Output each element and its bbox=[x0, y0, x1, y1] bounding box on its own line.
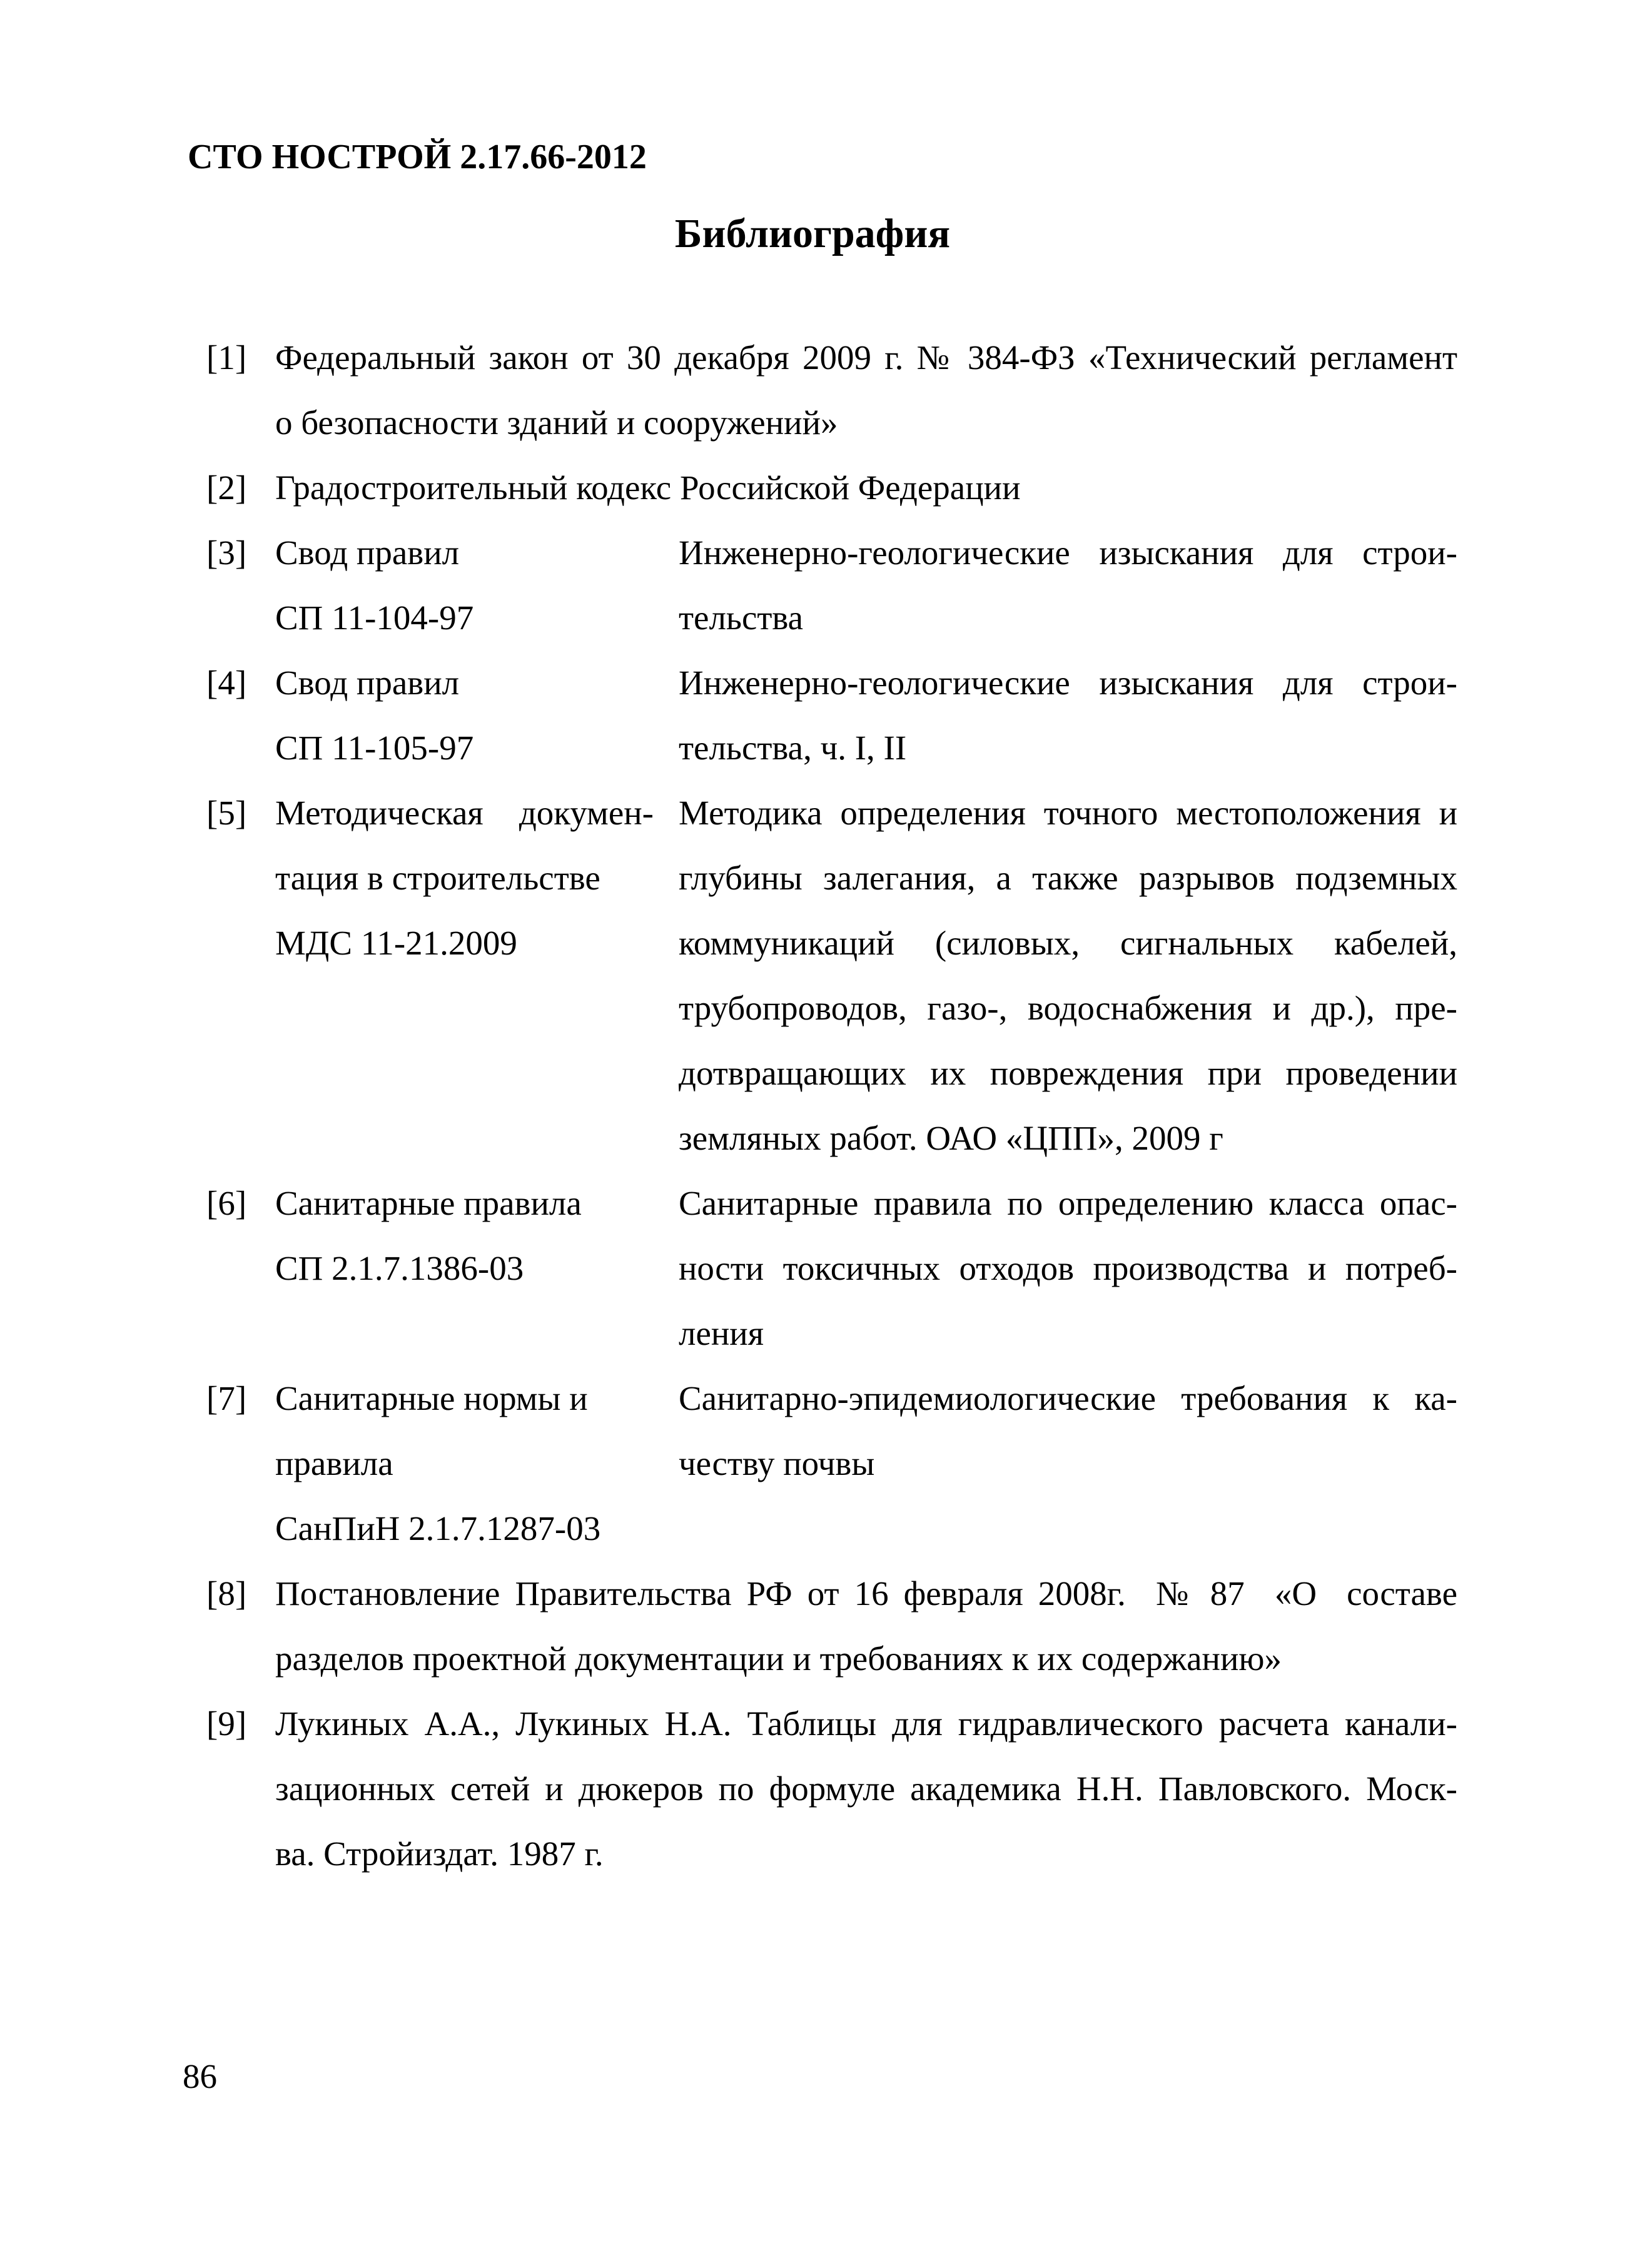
bib-item-text bbox=[275, 1561, 1457, 1691]
bib-line: зационных сетей и дюкеров по формуле академика Н.Н. Павловского. Моск- bbox=[275, 1769, 1457, 1808]
bib-ref: [7] bbox=[206, 1379, 247, 1417]
bib-line: Методическая докумен- bbox=[275, 794, 654, 832]
bib-line: Инженерно-геологические изыскания для строи- bbox=[679, 664, 1457, 702]
bib-item-4 bbox=[206, 651, 1457, 781]
bib-line: Свод правил bbox=[275, 534, 460, 572]
bib-line: дотвращающих их повреждения при проведении bbox=[679, 1054, 1457, 1092]
bib-item-5 bbox=[206, 781, 1457, 1171]
bib-line: разделов проектной документации и требованиях к их содержанию» bbox=[275, 1639, 1282, 1678]
bib-item-description bbox=[679, 781, 1457, 1171]
bib-ref: [8] bbox=[206, 1574, 247, 1612]
bib-line: Федеральный закон от 30 декабря 2009 г. № 384-ФЗ «Технический регламент bbox=[275, 338, 1457, 377]
bib-line: СанПиН 2.1.7.1287-03 bbox=[275, 1509, 601, 1547]
bib-item-6 bbox=[206, 1171, 1457, 1366]
bibliography-list bbox=[206, 325, 1457, 1886]
bib-line: МДС 11-21.2009 bbox=[275, 924, 517, 962]
bib-line: СП 11-105-97 bbox=[275, 729, 474, 767]
bib-item-9 bbox=[206, 1691, 1457, 1886]
bib-line: СП 11-104-97 bbox=[275, 599, 474, 637]
bib-item-description bbox=[679, 651, 1457, 781]
bib-item-designation bbox=[275, 781, 654, 1171]
bib-item-designation bbox=[275, 651, 654, 781]
page-number: 86 bbox=[183, 2057, 217, 2095]
bib-line: тация в строительстве bbox=[275, 859, 600, 897]
bib-ref: [4] bbox=[206, 664, 247, 702]
bib-line: правила bbox=[275, 1444, 393, 1482]
bib-ref: [9] bbox=[206, 1704, 247, 1743]
bib-item-3 bbox=[206, 520, 1457, 651]
bib-ref: [2] bbox=[206, 468, 247, 507]
bib-ref: [1] bbox=[206, 338, 247, 377]
bib-ref: [3] bbox=[206, 534, 247, 572]
bib-line: Санитарные правила по определению класса опас- bbox=[679, 1184, 1457, 1222]
bib-item-1 bbox=[206, 325, 1457, 455]
bib-line: ности токсичных отходов производства и потреб- bbox=[679, 1249, 1457, 1287]
bib-line: глубины залегания, а также разрывов подземных bbox=[679, 859, 1457, 897]
bib-item-description bbox=[679, 520, 1457, 651]
page-title: Библиография bbox=[674, 211, 951, 256]
bib-item-text bbox=[275, 325, 1457, 455]
bib-line: СП 2.1.7.1386-03 bbox=[275, 1249, 524, 1287]
bib-line: земляных работ. ОАО «ЦПП», 2009 г bbox=[679, 1119, 1223, 1157]
bib-line: коммуникаций (силовых, сигнальных кабелей, bbox=[679, 924, 1457, 962]
bib-line: Инженерно-геологические изыскания для строи- bbox=[679, 534, 1457, 572]
bib-line: ления bbox=[679, 1314, 764, 1352]
bib-line: честву почвы bbox=[679, 1444, 875, 1482]
bib-line: Санитарные правила bbox=[275, 1184, 582, 1222]
bib-item-7 bbox=[206, 1366, 1457, 1561]
bib-item-2 bbox=[206, 455, 1457, 520]
bib-ref: [6] bbox=[206, 1184, 247, 1222]
bib-line: Санитарно-эпидемиологические требования к ка- bbox=[679, 1379, 1457, 1417]
bib-item-text bbox=[275, 455, 1457, 520]
bib-line: тельства bbox=[679, 599, 804, 637]
bib-line: Санитарные нормы и bbox=[275, 1379, 588, 1417]
bib-item-description bbox=[679, 1171, 1457, 1366]
bib-ref: [5] bbox=[206, 794, 247, 832]
bib-item-text bbox=[275, 1691, 1457, 1886]
bib-line: тельства, ч. I, II bbox=[679, 729, 907, 767]
document-header: СТО НОСТРОЙ 2.17.66-2012 bbox=[188, 138, 647, 176]
bib-item-designation bbox=[275, 1366, 654, 1561]
bib-line: Лукиных А.А., Лукиных Н.А. Таблицы для гидравлического расчета канали- bbox=[275, 1704, 1457, 1743]
bib-line: ва. Стройиздат. 1987 г. bbox=[275, 1835, 604, 1873]
bib-item-8 bbox=[206, 1561, 1457, 1691]
bib-line: Постановление Правительства РФ от 16 февраля 2008г. № 87 «О составе bbox=[275, 1574, 1457, 1612]
bib-item-description bbox=[679, 1366, 1457, 1561]
bib-item-designation bbox=[275, 520, 654, 651]
bib-line: о безопасности зданий и сооружений» bbox=[275, 403, 838, 442]
bib-line: Методика определения точного местоположения и bbox=[679, 794, 1457, 832]
bib-line: трубопроводов, газо-, водоснабжения и др.), пре- bbox=[679, 989, 1457, 1027]
bib-line: Свод правил bbox=[275, 664, 460, 702]
bib-line: Градостроительный кодекс Российской Федерации bbox=[275, 468, 1021, 507]
bib-item-designation bbox=[275, 1171, 654, 1366]
